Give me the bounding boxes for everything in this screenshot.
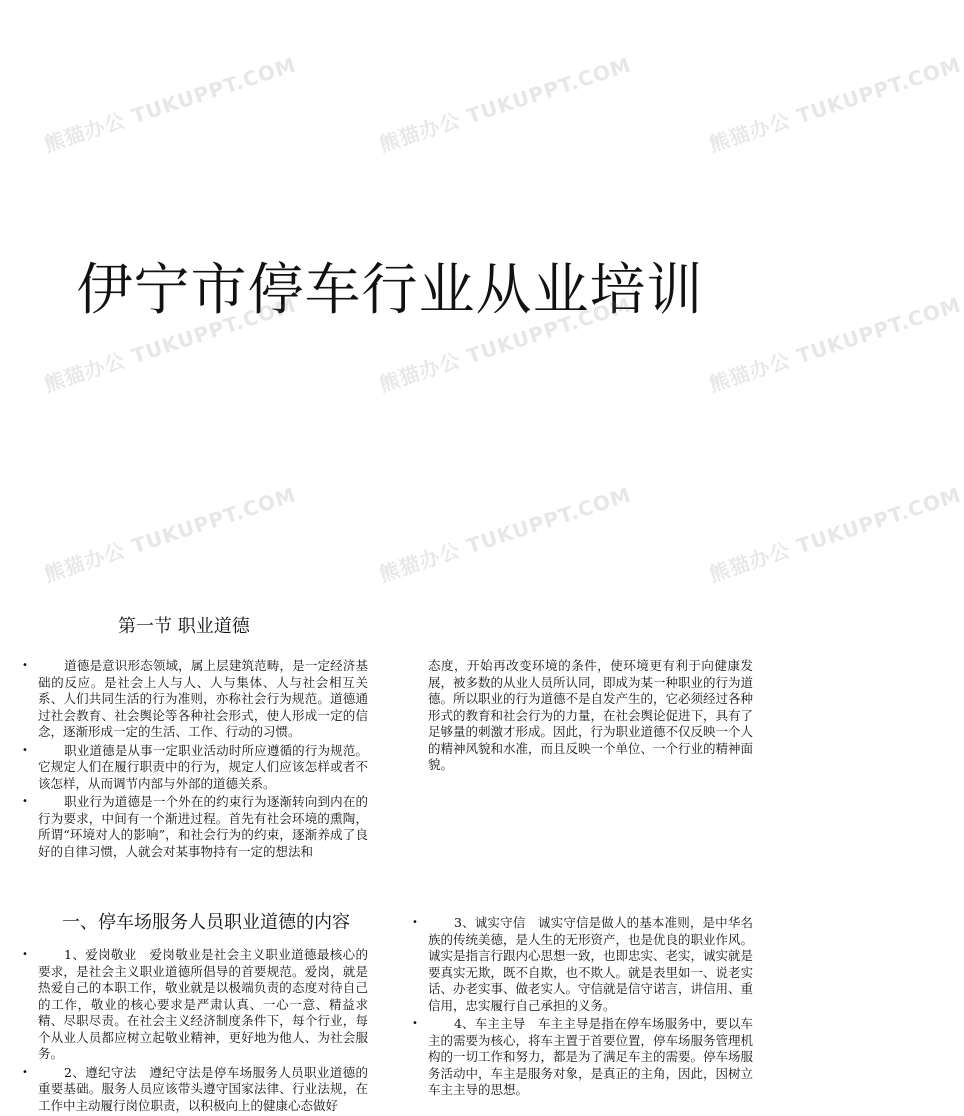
paragraph-text: 4、车主主导 车主主导是指在停车场服务中，要以车主的需要为核心，将车主置于首要位置，停车场服务管理机构的一切工作和努力，都是为了满足车主的需要。停车场服务活动中，车主是服务对象，是真正的主角，因此，因树立车主主导的思想。 bbox=[428, 1016, 754, 1097]
paragraph-text: 职业行为道德是一个外在的约束行为逐渐转向到内在的行为要求，中间有一个渐进过程。首先有社会环境的熏陶，所谓“环境对人的影响”，和社会行为的约束，逐渐养成了良好的自律习惯，人就会对某事物持有一定的想法和 bbox=[38, 794, 368, 859]
right-column bbox=[428, 658, 753, 774]
watermark: 熊猫办公 TUKUPPT.COM bbox=[376, 482, 635, 587]
watermark: 熊猫办公 TUKUPPT.COM bbox=[706, 292, 964, 397]
section-heading: 一、停车场服务人员职业道德的内容 bbox=[62, 912, 350, 933]
left-column bbox=[22, 658, 368, 862]
bullet-icon: • bbox=[22, 1066, 28, 1078]
bullet-icon: • bbox=[22, 949, 28, 960]
watermark: 熊猫办公 TUKUPPT.COM bbox=[41, 52, 300, 157]
paragraph-text: 道德是意识形态领域，属上层建筑范畴，是一定经济基础的反应。是社会上人与人、人与集体、人与社会相互关系、人们共同生活的行为准则，亦称社会行为规范。道德通过社会教育、社会舆论等各种社会形式，使人形成一定的信念，逐渐形成一定的生活、工作、行动的习惯。 bbox=[38, 658, 368, 739]
bullet-icon: • bbox=[22, 796, 28, 807]
list-item bbox=[22, 947, 368, 1063]
paragraph-text: 态度，开始再改变环境的条件，使环境更有利于向健康发展，被多数的从业人员所认同，即成为某一种职业的行为道德。所以职业的行为道德不是自发产生的，它必须经过各种形式的教育和社会行为的力量，在社会舆论促进下，具有了足够量的刺激才形成。因此，行为职业道德不仅反映一个人的精神风貌和水准，而且反映一个单位、一个行业的精神面貌。 bbox=[428, 658, 754, 772]
paragraph-text: 1、爱岗敬业 爱岗敬业是社会主义职业道德最核心的要求，是社会主义职业道德所倡导的首要规范。爱岗，就是热爱自己的本职工作，敬业就是以极端负责的态度对待自己的工作，敬业的核心要求是严肃认真、一心一意、精益求精、尽职尽责。在社会主义经济制度条件下，每个行业，每个从业人员都应树立起敬业精神，更好地为他人、为社会服务。 bbox=[38, 947, 368, 1061]
watermark: 熊猫办公 TUKUPPT.COM bbox=[41, 482, 300, 587]
section-slide-ethics bbox=[0, 482, 964, 880]
bullet-icon: • bbox=[412, 917, 418, 928]
list-item bbox=[22, 1064, 368, 1115]
list-item bbox=[412, 915, 754, 1014]
section-slide-content bbox=[0, 880, 780, 1113]
paragraph-text: 职业道德是从事一定职业活动时所应遵循的行为规范。它规定人们在履行职责中的行为，规定人们应该怎样或者不该怎样，从而调节内部与外部的道德关系。 bbox=[38, 742, 368, 791]
bullet-icon: • bbox=[22, 660, 28, 671]
watermark: 熊猫办公 TUKUPPT.COM bbox=[706, 52, 964, 157]
watermark: 熊猫办公 TUKUPPT.COM bbox=[706, 482, 964, 587]
list-item bbox=[22, 794, 368, 860]
list-item bbox=[22, 658, 368, 741]
page-title: 伊宁市停车行业从业培训 bbox=[76, 257, 704, 323]
right-column bbox=[412, 915, 754, 1101]
watermark: 熊猫办公 TUKUPPT.COM bbox=[376, 292, 635, 397]
watermark: 熊猫办公 TUKUPPT.COM bbox=[41, 292, 300, 397]
paragraph-text: 3、诚实守信 诚实守信是做人的基本准则，是中华名族的传统美德，是人生的无形资产，也是优良的职业作风。诚实是指言行跟内心思想一致，也即忠实、老实，诚实就是要真实无欺，既不自欺，也不欺人。就是表里如一、说老实话、办老实事、做老实人。守信就是信守诺言，讲信用、重信用，忠实履行自己承担的义务。 bbox=[428, 915, 754, 1013]
list-item bbox=[412, 1016, 754, 1099]
left-column bbox=[22, 947, 368, 1116]
bullet-icon: • bbox=[22, 744, 28, 756]
section-heading: 第一节 职业道德 bbox=[118, 616, 250, 637]
watermark: 熊猫办公 TUKUPPT.COM bbox=[376, 52, 635, 157]
list-item bbox=[22, 742, 368, 793]
bullet-icon: • bbox=[412, 1018, 418, 1029]
paragraph-text: 2、遵纪守法 遵纪守法是停车场服务人员职业道德的重要基础。服务人员应该带头遵守国家法律、行业法规，在工作中主动履行岗位职责，以积极向上的健康心态做好 bbox=[38, 1064, 368, 1113]
